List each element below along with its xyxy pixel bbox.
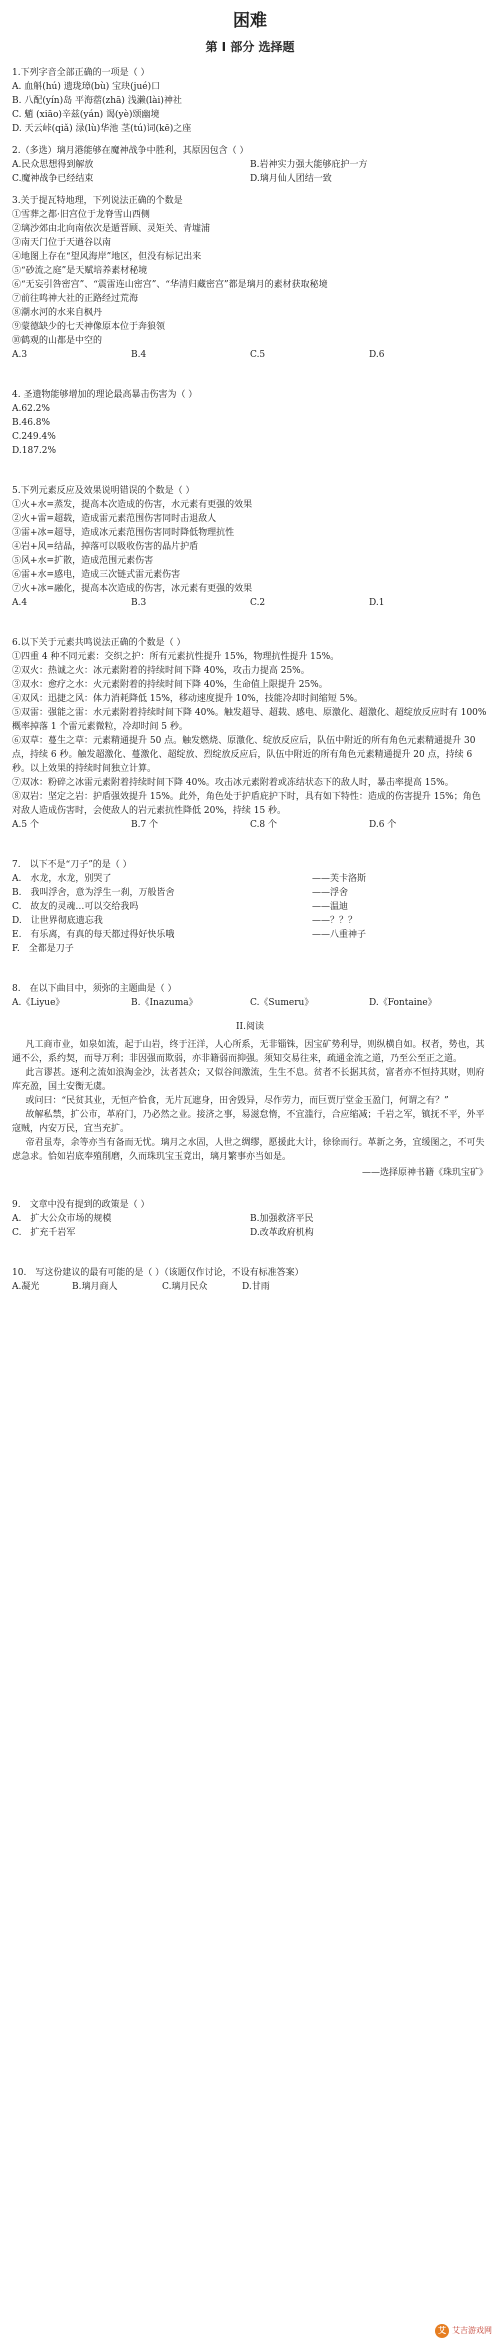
quote-line bbox=[12, 872, 488, 886]
option-c: C. 魈 (xiāo)辛兹(yán) 谒(yè)颂幽境 bbox=[12, 110, 160, 120]
option-b: B.加强救济平民 bbox=[250, 1214, 314, 1224]
option-b: B.《Inazuma》 bbox=[131, 998, 198, 1008]
statement-item: ⑧潮水河的水来自枫丹 bbox=[12, 308, 103, 318]
question-stem: 4. 圣遗物能够增加的理论最高暴击伤害为（ ） bbox=[12, 390, 198, 400]
option-d: D.璃月仙人团结一致 bbox=[250, 174, 332, 184]
option-row bbox=[12, 596, 488, 610]
reading-source: ——选择原神书籍《珠玑宝矿》 bbox=[361, 1168, 488, 1178]
statement-item: ⑥雷+水=感电，造成三次链式雷元素伤害 bbox=[12, 570, 181, 580]
statement-item: ⑤双雷：强能之雷：水元素附着持续时间下降 40%。触发超导、超载、感电、原激化、超激化、超绽放反应时有 100%概率掉落 1 个雷元素微粒，冷却时间 5 秒。 bbox=[12, 708, 487, 732]
quote-speaker: ——芙卡洛斯 bbox=[312, 874, 367, 884]
reading-paragraph: 帝君虽寿，余等亦当有备而无忧。璃月之水固，人世之绸缪，愿援此大计，徐徐而行。革新之务，宜缓图之，不可失虑急求。恰如岩底奉殖削磨，久而珠玑宝玉竟出，璃月繁事亦当如是。 bbox=[12, 1138, 485, 1162]
spacer bbox=[12, 618, 488, 636]
part-title: 第 I 部分 选择题 bbox=[205, 40, 295, 54]
quote-speaker: ——浮舍 bbox=[312, 888, 349, 898]
question-2 bbox=[12, 144, 488, 186]
statement-item: ⑦双冰：粉碎之冰雷元素附着持续时间下降 40%。攻击冰元素附着或冻结状态下的敌人时，暴击率提高 15%。 bbox=[12, 778, 454, 788]
question-stem: 2.（多选）璃月港能够在魔神战争中胜利，其原因包含（ ） bbox=[12, 146, 249, 156]
option-row bbox=[12, 348, 488, 362]
quote-text: C. 故友的灵魂…可以交给我吗 bbox=[12, 902, 139, 912]
statement-item: ⑩鹤观的山都是中空的 bbox=[12, 336, 103, 346]
option-b: B.岩神实力强大能够庇护一方 bbox=[250, 160, 368, 170]
option-row bbox=[12, 1280, 488, 1294]
question-stem: 7. 以下不是“刀子”的是（ ） bbox=[12, 860, 132, 870]
quote-speaker: ——？？？ bbox=[312, 916, 358, 926]
option-b: B.3 bbox=[131, 598, 147, 608]
option-row bbox=[12, 818, 488, 832]
option-a: A. 扩大公众市场的规模 bbox=[12, 1214, 112, 1224]
statement-item: ⑤风+水=扩散，造成范围元素伤害 bbox=[12, 556, 154, 566]
statement-item: ②双火：热诚之火：冰元素附着的持续时间下降 40%，攻击力提高 25%。 bbox=[12, 666, 310, 676]
statement-item: ⑦火+冰=融化，提高本次造成的伤害，冰元素有更强的效果 bbox=[12, 584, 253, 594]
question-stem: 5.下列元素反应及效果说明错误的个数是（ ） bbox=[12, 486, 195, 496]
option-a: A.4 bbox=[12, 598, 28, 608]
statement-item: ⑨蒙德缺少的七天神像原本位于奔狼领 bbox=[12, 322, 166, 332]
question-stem: 3.关于提瓦特地理，下列说法正确的个数是 bbox=[12, 196, 183, 206]
question-1 bbox=[12, 66, 488, 136]
option-d: D.1 bbox=[369, 598, 385, 608]
statement-item: ⑥“无妄引咎密宫”、“震雷连山密宫”、“华清归藏密宫”都是璃月的素材获取秘境 bbox=[12, 280, 328, 290]
quote-text: E. 有乐离，有真的每天都过得好快乐哦 bbox=[12, 930, 175, 940]
option-row bbox=[12, 996, 488, 1010]
quote-text: A. 水龙，水龙，别哭了 bbox=[12, 874, 112, 884]
site-watermark-text: 艾吉游戏网 bbox=[452, 2326, 492, 2335]
quote-speaker: ——八重神子 bbox=[312, 930, 367, 940]
statement-item: ③双水：愈疗之水：火元素附着的持续时间下降 40%，生命值上限提升 25%。 bbox=[12, 680, 328, 690]
option-c: C.《Sumeru》 bbox=[250, 998, 314, 1008]
reading-paragraph: 此言谬甚。逐利之流如浪淘金沙，汰者甚众；又似谷间激流，生生不息。贫者不长据其贫，富者亦不恒持其财，则府库充盈，国土安衡无虞。 bbox=[12, 1068, 485, 1092]
site-watermark bbox=[435, 2324, 492, 2338]
option-c: C.5 bbox=[250, 350, 266, 360]
question-stem: 10. 写这份建议的最有可能的是（ ）（该题仅作讨论，不设有标准答案） bbox=[12, 1268, 304, 1278]
statement-item: ①雪葬之都·旧宫位于龙脊雪山西侧 bbox=[12, 210, 150, 220]
spacer bbox=[12, 840, 488, 858]
reading-paragraph: 凡工商市业，如泉如流，起于山岩，终于汪洋，人心所系，无非锱铢，因宝矿势利导，则纵横自如。权者，势也，其通不公，系约契，而导万利；非因强而欺弱，亦非籍弱而抑强。须知交易往来，疏通金流之道，乃至公至正之道。 bbox=[12, 1040, 485, 1064]
option-d: D.《Fontaine》 bbox=[369, 998, 437, 1008]
statement-item: ②璃沙郊由北向南依次是遁晋顾、灵矩关、青墟浦 bbox=[12, 224, 211, 234]
question-5 bbox=[12, 484, 488, 610]
quote-line bbox=[12, 928, 488, 942]
statement-item: ①四重 4 种不同元素：交织之护：所有元素抗性提升 15%，物理抗性提升 15%。 bbox=[12, 652, 340, 662]
question-3 bbox=[12, 194, 488, 362]
quote-text: D. 让世界彻底遗忘我 bbox=[12, 916, 103, 926]
statement-item: ⑤“砂流之庭”是天赋培养素材秘境 bbox=[12, 266, 148, 276]
question-stem: 6.以下关于元素共鸣说法正确的个数是（ ） bbox=[12, 638, 186, 648]
option-a: A. 血斛(hú) 遗珑璋(bù) 宝玦(jué)口 bbox=[12, 82, 161, 92]
quote-text: B. 我叫浮舍，意为浮生一刹，万般皆舍 bbox=[12, 888, 175, 898]
option-c: C.2 bbox=[250, 598, 266, 608]
statement-item: ①火+水=蒸发，提高本次造成的伤害，水元素有更强的效果 bbox=[12, 500, 253, 510]
option-c: C.璃月民众 bbox=[162, 1282, 208, 1292]
statement-item: ③南天门位于天遒谷以南 bbox=[12, 238, 112, 248]
question-10 bbox=[12, 1266, 488, 1294]
statement-item: ③雷+冰=超导，造成冰元素范围伤害同时降低物理抗性 bbox=[12, 528, 235, 538]
spacer bbox=[12, 466, 488, 484]
option-d: D. 天云峠(qiǎ) 渌(lù)华池 茎(tú)词(kē)之座 bbox=[12, 124, 192, 134]
option-a: A.《Liyue》 bbox=[12, 998, 65, 1008]
option-c: C.8 个 bbox=[250, 820, 278, 830]
statement-item: ⑥双草：蔓生之草：元素精通提升 50 点。触发燃烧、原激化、绽放反应后，队伍中附近的所有角色元素精通提升 30 点，持续 6 秒。触发超激化、蔓激化、超绽放、烈绽放反应后，队伍中附近的所有角色元素精通提升 20 点，持续 6 秒。以上效果的持续时间独立计算。 bbox=[12, 736, 476, 774]
option-row bbox=[12, 172, 488, 186]
question-8 bbox=[12, 982, 488, 1010]
question-stem: 1.下列字音全部正确的一项是（ ） bbox=[12, 68, 150, 78]
option-row bbox=[12, 158, 488, 172]
option-b: B.4 bbox=[131, 350, 147, 360]
option-a: A.3 bbox=[12, 350, 28, 360]
statement-item: ⑧双岩：坚定之岩：护盾强效提升 15%。此外，角色处于护盾庇护下时，具有如下特性：造成的伤害提升 15%；角色对敌人造成伤害时，会使敌人的岩元素抗性降低 20%，持续 15 秒。 bbox=[12, 792, 481, 816]
option-a: A.5 个 bbox=[12, 820, 39, 830]
question-4 bbox=[12, 388, 488, 458]
option-d: D.甘雨 bbox=[242, 1282, 270, 1292]
option-b: B.7 个 bbox=[131, 820, 159, 830]
quote-line bbox=[12, 886, 488, 900]
option-b: B. 八配(yín)岛 平海蓿(zhā) 浅濑(lài)神社 bbox=[12, 96, 182, 106]
reading-paragraph: 故解私禁，扩公市，革府门，乃必然之业。接济之事，易滋怠惰，不宜滥行，合应缩减；千岩之军，镇抚不平，外平寇贼，内安万民，宜当充扩。 bbox=[12, 1110, 485, 1134]
option-row bbox=[12, 1226, 488, 1240]
quote-line bbox=[12, 914, 488, 928]
option-b: B.46.8% bbox=[12, 418, 51, 428]
option-c: C. 扩充千岩军 bbox=[12, 1228, 76, 1238]
question-stem: 9. 文章中没有提到的政策是（ ） bbox=[12, 1200, 150, 1210]
quote-speaker: ——温迪 bbox=[312, 902, 349, 912]
statement-item: ④地图上存在“望风海岸”地区，但没有标记出来 bbox=[12, 252, 202, 262]
option-row bbox=[12, 1212, 488, 1226]
statement-item: ④双风：迅捷之风：体力消耗降低 15%，移动速度提升 10%，技能冷却时间缩短 5%。 bbox=[12, 694, 363, 704]
quote-line bbox=[12, 942, 488, 956]
option-d: D.187.2% bbox=[12, 446, 57, 456]
spacer bbox=[12, 964, 488, 982]
page-title: 困难 bbox=[233, 11, 267, 31]
question-6 bbox=[12, 636, 488, 832]
option-a: A.凝光 bbox=[12, 1282, 40, 1292]
quote-line bbox=[12, 900, 488, 914]
reading-passage bbox=[12, 1038, 488, 1180]
option-b: B.璃月商人 bbox=[72, 1282, 118, 1292]
statement-item: ②火+雷=超载，造成雷元素范围伤害同时击退敌人 bbox=[12, 514, 217, 524]
option-d: D.6 个 bbox=[369, 820, 397, 830]
question-9 bbox=[12, 1198, 488, 1240]
option-c: C.魔神战争已经结束 bbox=[12, 174, 94, 184]
statement-item: ⑦前往鸣神大社的正路经过荒海 bbox=[12, 294, 139, 304]
option-c: C.249.4% bbox=[12, 432, 56, 442]
spacer bbox=[12, 370, 488, 388]
option-d: D.改革政府机构 bbox=[250, 1228, 314, 1238]
statement-item: ④岩+风=结晶，掉落可以吸收伤害的晶片护盾 bbox=[12, 542, 199, 552]
spacer bbox=[12, 1248, 488, 1266]
spacer bbox=[12, 1180, 488, 1198]
option-a: A.62.2% bbox=[12, 404, 50, 414]
reading-paragraph: 或问曰：“民贫其业，无恒产恰食，无片瓦遮身，田舍毁异，尽作劳力，而巨贾厅堂金玉盈门，何谓之有？” bbox=[25, 1096, 449, 1106]
reading-heading: II.阅读 bbox=[236, 1022, 264, 1032]
question-7 bbox=[12, 858, 488, 956]
question-stem: 8. 在以下曲目中，须弥的主题曲是（ ） bbox=[12, 984, 177, 994]
quote-text: F. 全都是刀子 bbox=[12, 944, 74, 954]
option-a: A.民众思想得到解放 bbox=[12, 160, 94, 170]
site-logo-icon: 艾 bbox=[435, 2324, 449, 2338]
option-d: D.6 bbox=[369, 350, 385, 360]
